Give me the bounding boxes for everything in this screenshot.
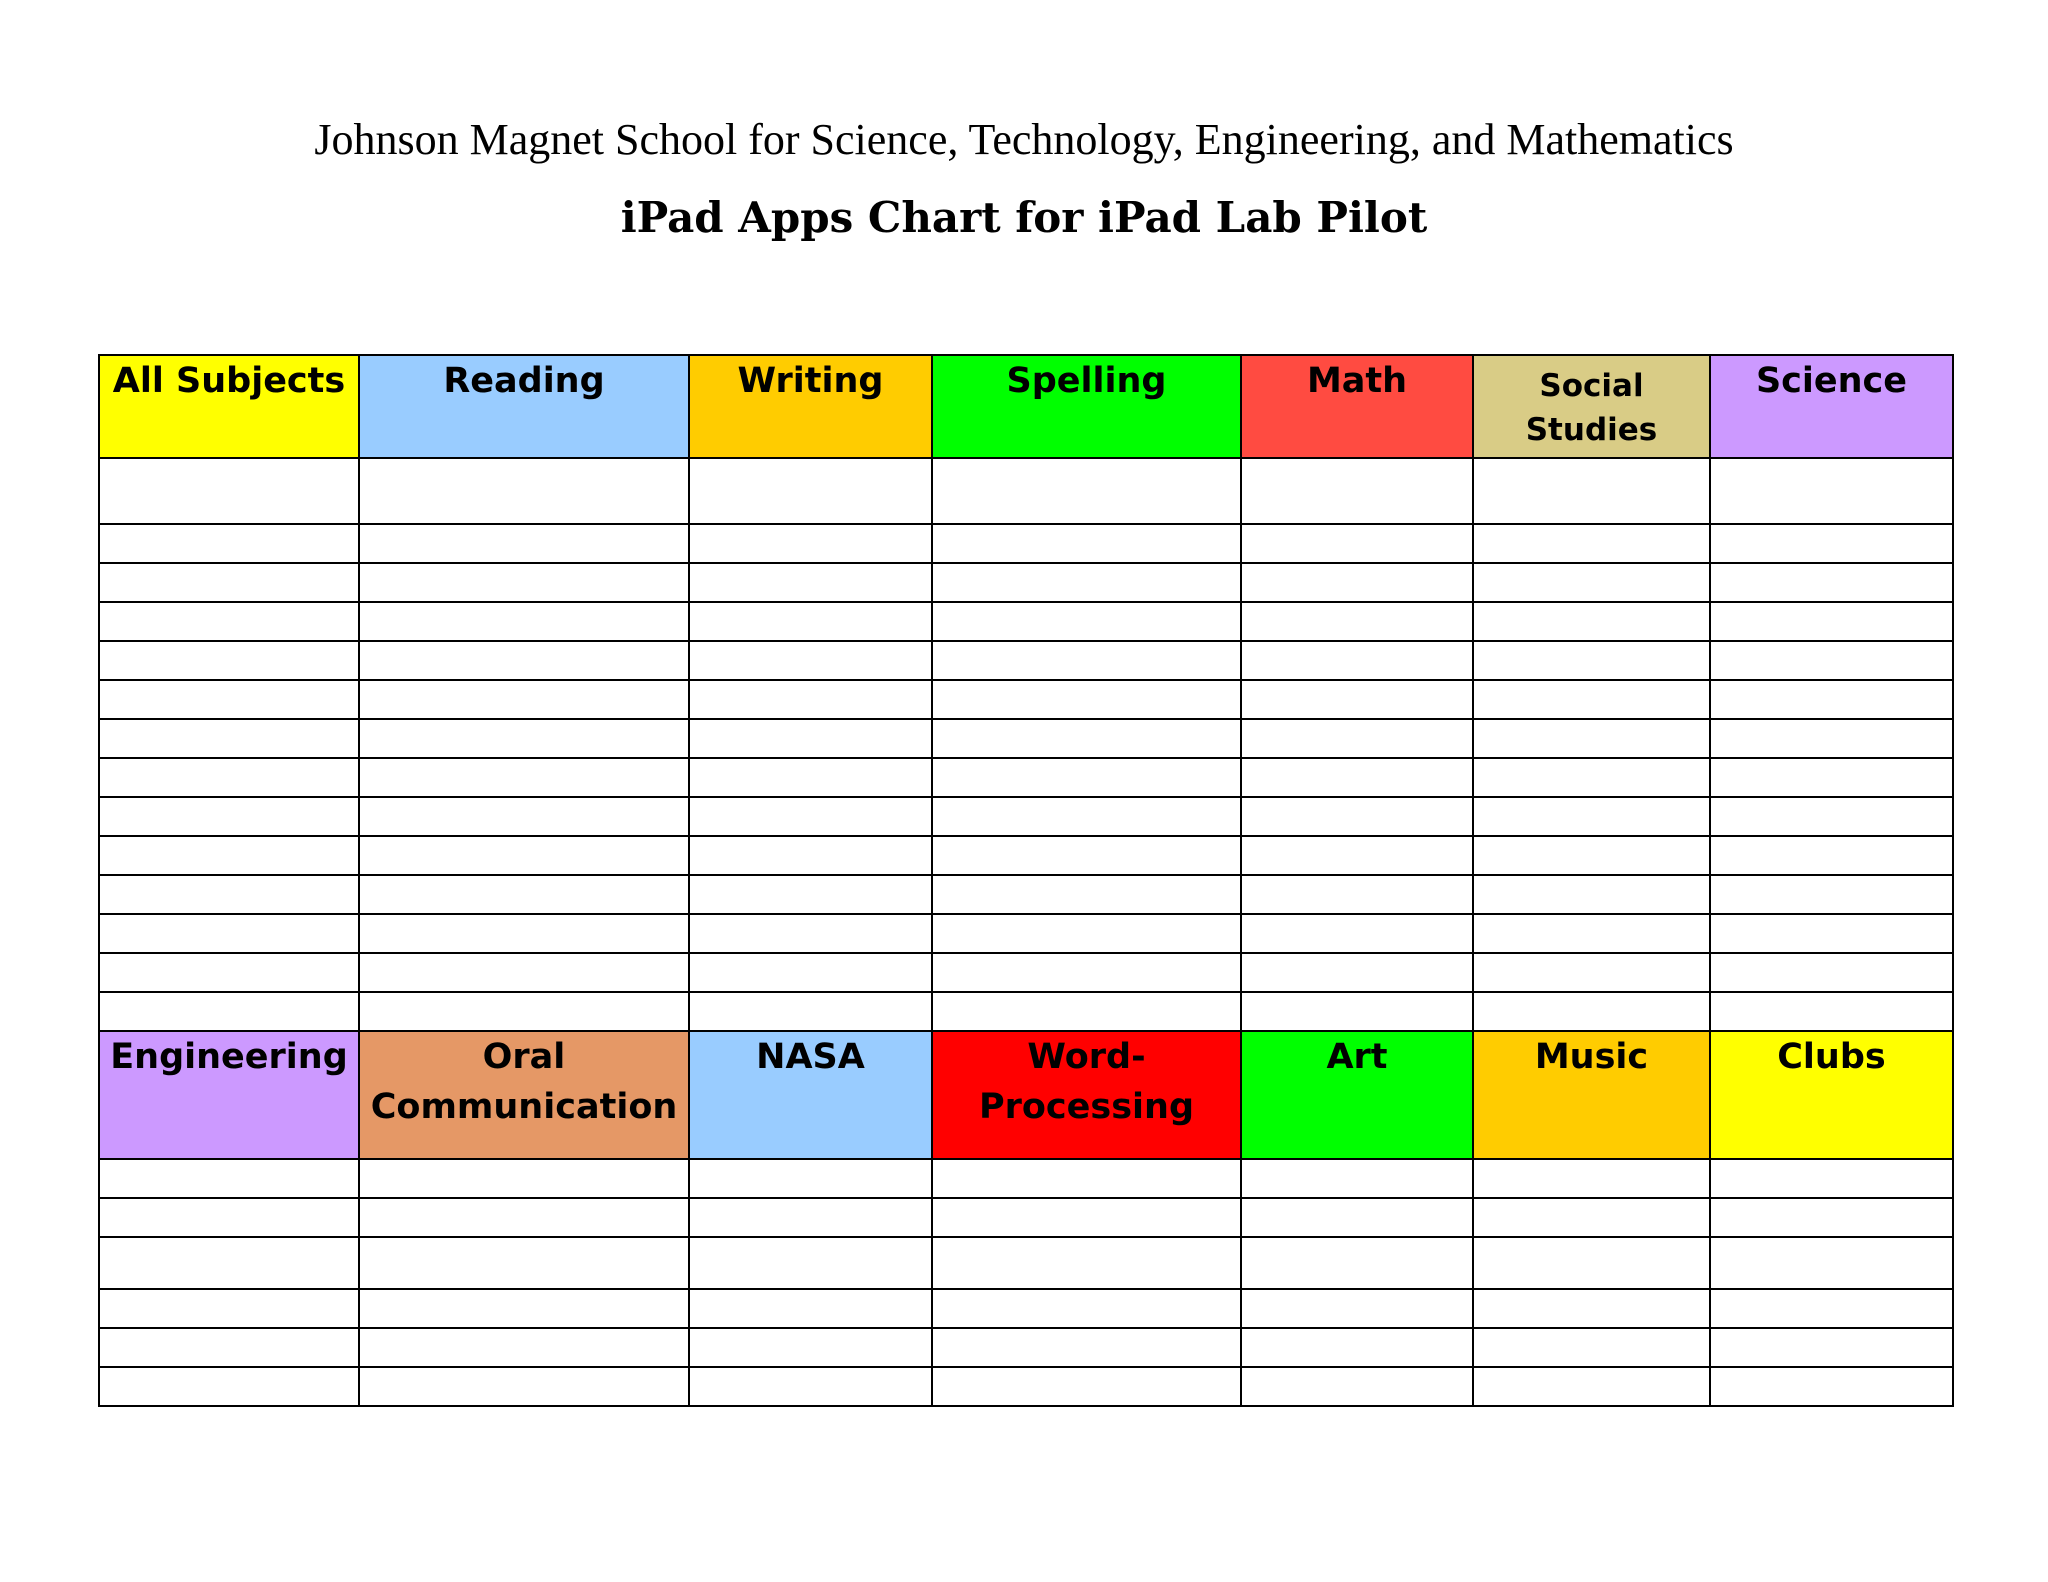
blank-cell[interactable] [1241, 680, 1473, 719]
blank-cell[interactable] [1241, 914, 1473, 953]
blank-cell[interactable] [1473, 524, 1710, 563]
blank-row [99, 1237, 1953, 1289]
blank-cell[interactable] [1473, 1367, 1710, 1406]
blank-cell[interactable] [99, 680, 359, 719]
blank-cell[interactable] [359, 563, 689, 602]
blank-cell[interactable] [99, 1159, 359, 1198]
blank-cell[interactable] [359, 1289, 689, 1328]
blank-cell[interactable] [689, 914, 932, 953]
blank-row [99, 1198, 1953, 1237]
blank-row [99, 1289, 1953, 1328]
blank-cell[interactable] [1473, 1159, 1710, 1198]
blank-row [99, 602, 1953, 641]
blank-cell[interactable] [1241, 563, 1473, 602]
blank-cell[interactable] [1241, 758, 1473, 797]
header-engineering: Engineering [99, 1031, 359, 1159]
apps-chart-table [98, 354, 1954, 1407]
blank-cell[interactable] [99, 1289, 359, 1328]
blank-cell[interactable] [1710, 1159, 1953, 1198]
blank-cell[interactable] [1473, 914, 1710, 953]
blank-cell[interactable] [359, 1367, 689, 1406]
blank-cell[interactable] [689, 797, 932, 836]
blank-cell[interactable] [1241, 602, 1473, 641]
blank-cell[interactable] [1473, 1328, 1710, 1367]
blank-cell[interactable] [1710, 1198, 1953, 1237]
blank-cell[interactable] [359, 875, 689, 914]
blank-cell[interactable] [1710, 719, 1953, 758]
blank-cell[interactable] [99, 992, 359, 1031]
blank-cell[interactable] [99, 1367, 359, 1406]
blank-cell[interactable] [1710, 1328, 1953, 1367]
header-social-studies: Social Studies [1473, 355, 1710, 458]
blank-cell[interactable] [689, 1367, 932, 1406]
header-word-processing: Word-Processing [932, 1031, 1241, 1159]
blank-row [99, 458, 1953, 524]
blank-row [99, 953, 1953, 992]
blank-cell[interactable] [359, 641, 689, 680]
blank-cell[interactable] [359, 602, 689, 641]
blank-cell[interactable] [932, 458, 1241, 524]
blank-cell[interactable] [1473, 680, 1710, 719]
blank-cell[interactable] [1710, 875, 1953, 914]
header-all-subjects: All Subjects [99, 355, 359, 458]
blank-cell[interactable] [1710, 458, 1953, 524]
blank-cell[interactable] [1241, 1159, 1473, 1198]
blank-row [99, 836, 1953, 875]
blank-cell[interactable] [1241, 1237, 1473, 1289]
blank-cell[interactable] [359, 797, 689, 836]
blank-cell[interactable] [99, 602, 359, 641]
blank-cell[interactable] [689, 758, 932, 797]
blank-cell[interactable] [1473, 563, 1710, 602]
blank-cell[interactable] [1241, 1289, 1473, 1328]
blank-row [99, 719, 1953, 758]
blank-cell[interactable] [99, 1328, 359, 1367]
blank-cell[interactable] [1241, 836, 1473, 875]
blank-cell[interactable] [1473, 875, 1710, 914]
blank-cell[interactable] [1241, 641, 1473, 680]
blank-cell[interactable] [99, 1198, 359, 1237]
blank-cell[interactable] [359, 458, 689, 524]
blank-cell[interactable] [932, 563, 1241, 602]
blank-cell[interactable] [1473, 1198, 1710, 1237]
blank-cell[interactable] [1473, 1237, 1710, 1289]
blank-cell[interactable] [932, 602, 1241, 641]
blank-cell[interactable] [1241, 719, 1473, 758]
blank-cell[interactable] [359, 1198, 689, 1237]
blank-row [99, 1367, 1953, 1406]
blank-cell[interactable] [1473, 797, 1710, 836]
blank-row [99, 797, 1953, 836]
header-music: Music [1473, 1031, 1710, 1159]
blank-cell[interactable] [932, 719, 1241, 758]
header-spelling: Spelling [932, 355, 1241, 458]
header-writing: Writing [689, 355, 932, 458]
chart-title: iPad Apps Chart for iPad Lab Pilot [620, 193, 1428, 242]
blank-row [99, 563, 1953, 602]
blank-cell[interactable] [1710, 992, 1953, 1031]
blank-row [99, 914, 1953, 953]
blank-cell[interactable] [99, 953, 359, 992]
blank-cell[interactable] [99, 719, 359, 758]
blank-row [99, 875, 1953, 914]
blank-cell[interactable] [689, 602, 932, 641]
blank-cell[interactable] [932, 1237, 1241, 1289]
blank-row [99, 992, 1953, 1031]
header-math: Math [1241, 355, 1473, 458]
blank-cell[interactable] [932, 641, 1241, 680]
blank-cell[interactable] [689, 1237, 932, 1289]
blank-cell[interactable] [1241, 1328, 1473, 1367]
blank-cell[interactable] [932, 992, 1241, 1031]
blank-cell[interactable] [932, 1367, 1241, 1406]
blank-cell[interactable] [359, 680, 689, 719]
blank-cell[interactable] [359, 914, 689, 953]
blank-row [99, 1159, 1953, 1198]
subject-header-row [99, 355, 1953, 458]
blank-cell[interactable] [689, 1159, 932, 1198]
blank-cell[interactable] [99, 836, 359, 875]
blank-cell[interactable] [1710, 524, 1953, 563]
blank-cell[interactable] [932, 758, 1241, 797]
blank-row [99, 524, 1953, 563]
blank-cell[interactable] [1241, 797, 1473, 836]
blank-cell[interactable] [359, 524, 689, 563]
blank-cell[interactable] [689, 992, 932, 1031]
blank-cell[interactable] [1710, 680, 1953, 719]
blank-cell[interactable] [1710, 797, 1953, 836]
blank-row [99, 758, 1953, 797]
blank-cell[interactable] [1241, 992, 1473, 1031]
school-name: Johnson Magnet School for Science, Technology, Engineering, and Mathematics [314, 115, 1734, 164]
blank-cell[interactable] [359, 836, 689, 875]
header-science: Science [1710, 355, 1953, 458]
blank-cell[interactable] [1473, 602, 1710, 641]
header-reading: Reading [359, 355, 689, 458]
blank-cell[interactable] [359, 1159, 689, 1198]
blank-cell[interactable] [1241, 875, 1473, 914]
header-oral-communication: Oral Communication [359, 1031, 689, 1159]
blank-cell[interactable] [1473, 641, 1710, 680]
blank-cell[interactable] [99, 458, 359, 524]
blank-cell[interactable] [932, 797, 1241, 836]
blank-cell[interactable] [1710, 914, 1953, 953]
blank-cell[interactable] [932, 836, 1241, 875]
blank-cell[interactable] [689, 641, 932, 680]
blank-cell[interactable] [689, 875, 932, 914]
blank-cell[interactable] [1710, 836, 1953, 875]
activity-header-row [99, 1031, 1953, 1159]
blank-cell[interactable] [689, 680, 932, 719]
blank-cell[interactable] [689, 836, 932, 875]
blank-cell[interactable] [99, 641, 359, 680]
blank-cell[interactable] [1241, 524, 1473, 563]
blank-cell[interactable] [359, 992, 689, 1031]
blank-cell[interactable] [1710, 758, 1953, 797]
blank-cell[interactable] [932, 1328, 1241, 1367]
blank-cell[interactable] [1710, 563, 1953, 602]
blank-cell[interactable] [1473, 992, 1710, 1031]
blank-cell[interactable] [689, 1198, 932, 1237]
blank-cell[interactable] [689, 953, 932, 992]
blank-cell[interactable] [359, 719, 689, 758]
blank-cell[interactable] [932, 1159, 1241, 1198]
blank-cell[interactable] [1241, 1367, 1473, 1406]
blank-cell[interactable] [1710, 641, 1953, 680]
blank-cell[interactable] [99, 797, 359, 836]
blank-cell[interactable] [99, 914, 359, 953]
blank-cell[interactable] [1710, 1237, 1953, 1289]
blank-row [99, 1328, 1953, 1367]
blank-cell[interactable] [1710, 1367, 1953, 1406]
blank-cell[interactable] [99, 875, 359, 914]
blank-cell[interactable] [932, 1198, 1241, 1237]
blank-cell[interactable] [359, 953, 689, 992]
blank-cell[interactable] [1241, 458, 1473, 524]
blank-cell[interactable] [99, 1237, 359, 1289]
blank-cell[interactable] [1473, 719, 1710, 758]
blank-cell[interactable] [932, 524, 1241, 563]
blank-cell[interactable] [932, 875, 1241, 914]
blank-cell[interactable] [99, 563, 359, 602]
blank-cell[interactable] [359, 1237, 689, 1289]
header-art: Art [1241, 1031, 1473, 1159]
blank-cell[interactable] [1473, 836, 1710, 875]
blank-cell[interactable] [1710, 1289, 1953, 1328]
blank-cell[interactable] [689, 524, 932, 563]
blank-row [99, 641, 1953, 680]
blank-cell[interactable] [689, 563, 932, 602]
blank-cell[interactable] [1241, 1198, 1473, 1237]
blank-cell[interactable] [689, 1328, 932, 1367]
blank-cell[interactable] [1473, 1289, 1710, 1328]
blank-cell[interactable] [1710, 602, 1953, 641]
blank-cell[interactable] [932, 1289, 1241, 1328]
blank-cell[interactable] [1473, 953, 1710, 992]
blank-cell[interactable] [1473, 458, 1710, 524]
blank-cell[interactable] [689, 458, 932, 524]
blank-cell[interactable] [359, 1328, 689, 1367]
blank-cell[interactable] [689, 719, 932, 758]
header-clubs: Clubs [1710, 1031, 1953, 1159]
blank-row [99, 680, 1953, 719]
header-nasa: NASA [689, 1031, 932, 1159]
blank-cell[interactable] [1473, 758, 1710, 797]
blank-cell[interactable] [99, 524, 359, 563]
blank-cell[interactable] [1710, 953, 1953, 992]
blank-cell[interactable] [932, 914, 1241, 953]
blank-cell[interactable] [932, 680, 1241, 719]
blank-cell[interactable] [689, 1289, 932, 1328]
blank-cell[interactable] [99, 758, 359, 797]
blank-cell[interactable] [932, 953, 1241, 992]
blank-cell[interactable] [1241, 953, 1473, 992]
blank-cell[interactable] [359, 758, 689, 797]
